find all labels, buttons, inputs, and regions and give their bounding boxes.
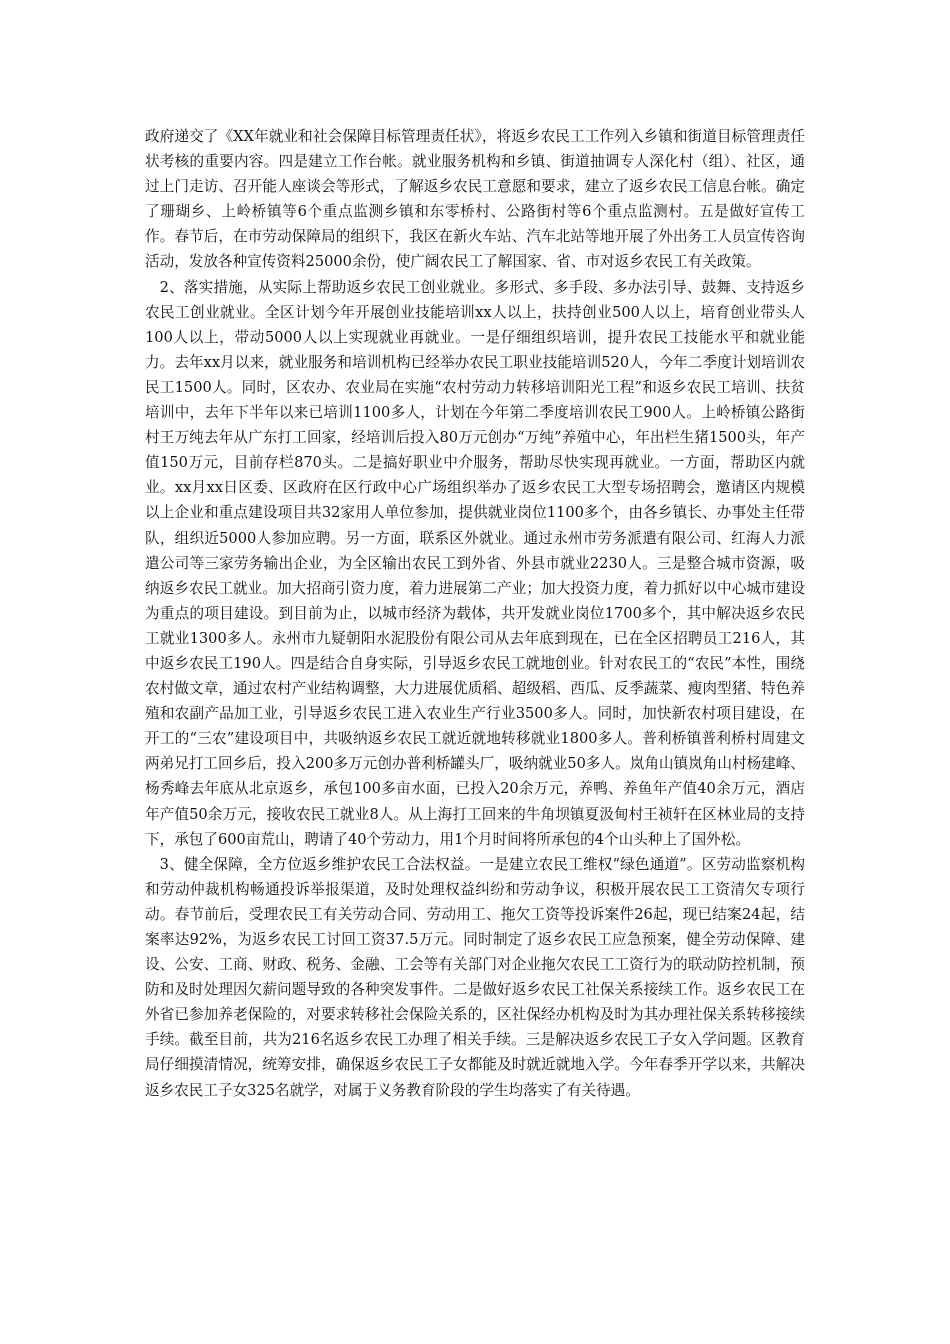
paragraph-section-3: 3、健全保障，全方位返乡维护农民工合法权益。一是建立农民工维权“绿色通道”。区劳动监察机构和劳动仲裁机构畅通投诉举报渠道，及时处理权益纠纷和劳动争议，积极开展农民工工资清欠专项行动。春节前后，受理农民工有关劳动合同、劳动用工、拖欠工资等投诉案件26起，现已结案24起，结案率达92%，为返乡农民工讨回工资37.5万元。同时制定了返乡农民工应急预案，健全劳动保障、建设、公安、工商、财政、税务、金融、工会等有关部门对企业拖欠农民工工资行为的联动防控机制，预防和及时处理因欠薪问题导致的各种突发事件。二是做好返乡农民工社保关系接续工作。返乡农民工在外省已参加养老保险的，对要求转移社会保险关系的，区社保经办机构及时为其办理社保关系转移接续手续。截至目前，共为216名返乡农民工办理了相关手续。三是解决返乡农民工子女入学问题。区教育局仔细摸清情况，统筹安排，确保返乡农民工子女都能及时就近就地入学。今年春季开学以来，共解决返乡农民工子女325名就学，对属于义务教育阶段的学生均落实了有关待遇。 (145, 855, 805, 1099)
paragraph-continuation: 政府递交了《XX年就业和社会保障目标管理责任状》，将返乡农民工工作列入乡镇和街道目标管理责任状考核的重要内容。四是建立工作台帐。就业服务机构和乡镇、街道抽调专人深化村（组）、社区，通过上门走访、召开能人座谈会等形式，了解返乡农民工意愿和要求，建立了返乡农民工信息台帐。确定了珊瑚乡、上岭桥镇等6个重点监测乡镇和东零桥村、公路街村等6个重点监测村。五是做好宣传工作。春节后，在市劳动保障局的组织下，我区在新火车站、汽车北站等地开展了外出务工人员宣传咨询活动，发放各种宣传资料25000余份，使广阔农民工了解国家、省、市对返乡农民工有关政策。 (145, 128, 805, 271)
paragraph-section-2: 2、落实措施，从实际上帮助返乡农民工创业就业。多形式、多手段、多办法引导、鼓舞、支持返乡农民工创业就业。全区计划今年开展创业技能培训xx人以上，扶持创业500人以上，培育创业带头人100人以上，带动5000人以上实现就业再就业。一是仔细组织培训，提升农民工技能水平和就业能力。去年xx月以来，就业服务和培训机构已经举办农民工职业技能培训520人，今年二季度计划培训农民工1500人。同时，区农办、农业局在实施“农村劳动力转移培训阳光工程”和返乡农民工培训、扶贫培训中，去年下半年以来已培训1100多人，计划在今年第二季度培训农民工900人。上岭桥镇公路街村王万纯去年从广东打工回家，经培训后投入80万元创办“万纯”养殖中心，年出栏生猪1500头，年产值150万元，目前存栏870头。二是搞好职业中介服务，帮助尽快实现再就业。一方面，帮助区内就业。xx月xx日区委、区政府在区行政中心广场组织举办了返乡农民工大型专场招聘会，邀请区内规模以上企业和重点建设项目共32家用人单位参加，提供就业岗位1100多个，由各乡镇长、办事处主任带队，组织近5000人参加应聘。另一方面，联系区外就业。通过永州市劳务派遣有限公司、红海人力派遣公司等三家劳务输出企业，为全区输出农民工到外省、外县市就业2230人。三是整合城市资源，吸纳返乡农民工就业。加大招商引资力度，着力进展第二产业；加大投资力度，着力抓好以中心城市建设为重点的项目建设。到目前为止，以城市经济为载体，共开发就业岗位1700多个，其中解决返乡农民工就业1300多人。永州市九疑朝阳水泥股份有限公司从去年底到现在，已在全区招聘员工216人，其中返乡农民工190人。四是结合自身实际，引导返乡农民工就地创业。针对农民工的“农民”本性，围绕农村做文章，通过农村产业结构调整，大力进展优质稻、超级稻、西瓜、反季蔬菜、瘦肉型猪、特色养殖和农副产品加工业，引导返乡农民工进入农业生产行业3500多人。同时，加快新农村项目建设，在开工的“三农”建设项目中，共吸纳返乡农民工就近就地转移就业1800多人。普利桥镇普利桥村周建文两弟兄打工回乡后，投入200多万元创办普利桥罐头厂，吸纳就业50多人。岚角山镇岚角山村杨建峰、杨秀峰去年底从北京返乡，承包100多亩水面，已投入20余万元，养鸭、养鱼年产值40余万元，酒店年产值50余万元，接收农民工就业8人。从上海打工回来的牛角坝镇夏汲甸村王祯轩在区林业局的支持下，承包了600亩荒山，聘请了40个劳动力，用1个月时间将所承包的4个山头种上了国外松。 (145, 278, 805, 848)
document-body (145, 124, 805, 1103)
